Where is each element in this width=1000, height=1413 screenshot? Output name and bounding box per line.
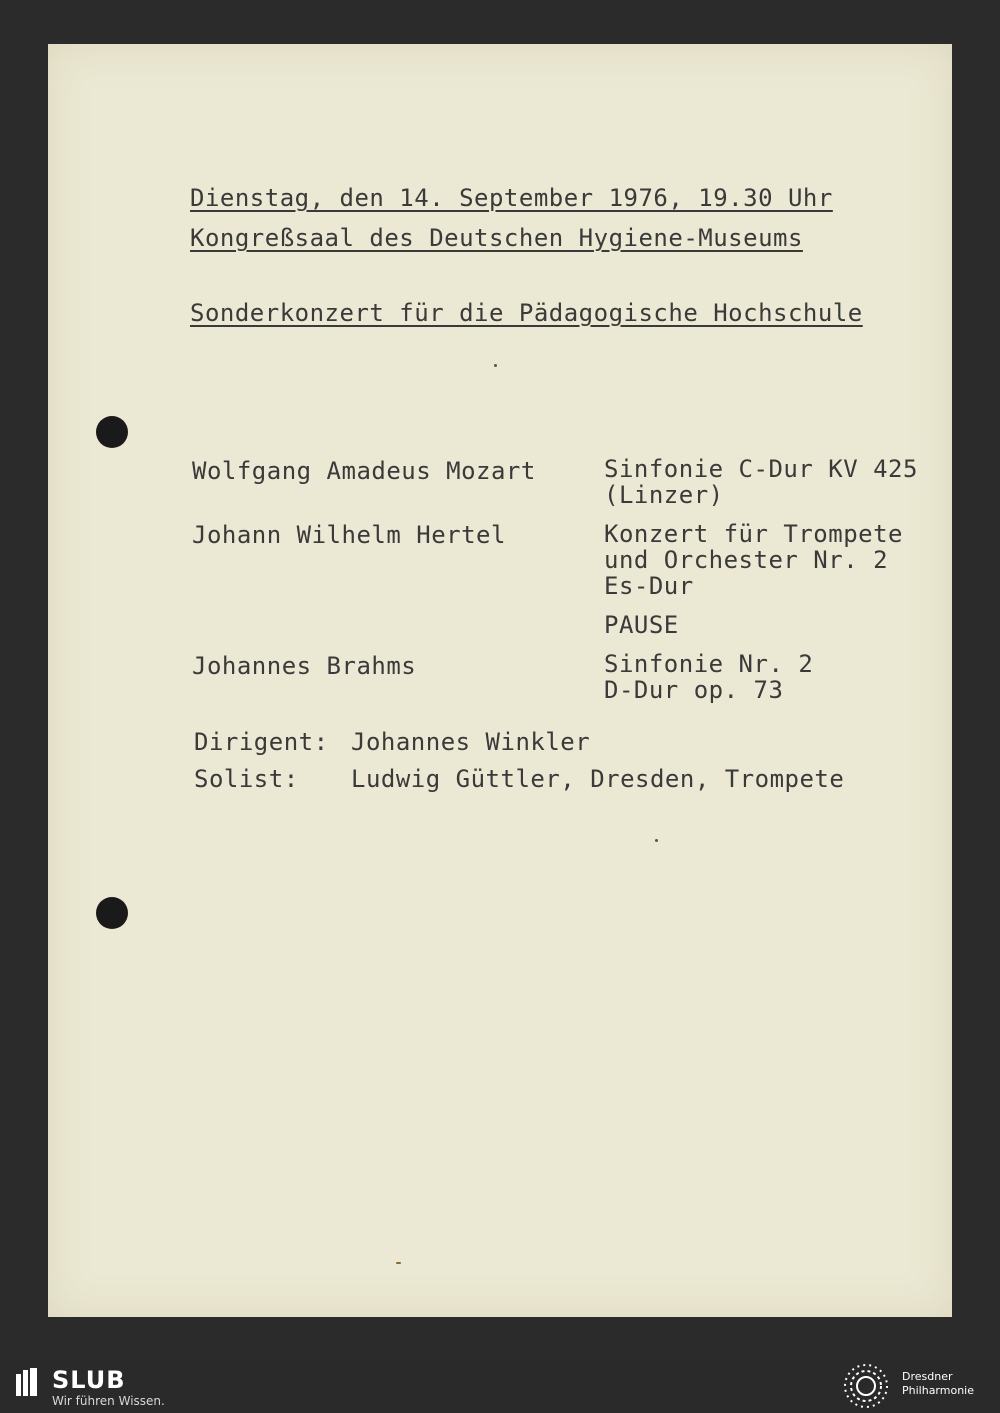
concert-date-heading: Dienstag, den 14. September 1976, 19.30 Uhr bbox=[190, 184, 833, 212]
paper-speck bbox=[396, 1262, 401, 1264]
philharmonie-name: Dresdner Philharmonie bbox=[902, 1370, 974, 1397]
program-work: Konzert für Trompete und Orchester Nr. 2 Es-Dur bbox=[604, 520, 903, 600]
conductor-label: Dirigent: bbox=[194, 728, 329, 756]
program-composer: Johannes Brahms bbox=[192, 652, 417, 680]
program-composer: Wolfgang Amadeus Mozart bbox=[192, 457, 536, 485]
punch-hole-bottom bbox=[96, 897, 128, 929]
conductor-name: Johannes Winkler bbox=[351, 728, 591, 756]
paper-speck bbox=[494, 364, 497, 367]
concert-title-heading: Sonderkonzert für die Pädagogische Hochschule bbox=[190, 299, 863, 327]
soloist-value: Ludwig Güttler, Dresden, Trompete bbox=[351, 765, 845, 793]
slub-logo-icon bbox=[16, 1368, 38, 1398]
document-page bbox=[48, 44, 952, 1317]
program-composer: Johann Wilhelm Hertel bbox=[192, 521, 506, 549]
program-work: Sinfonie Nr. 2 D-Dur op. 73 bbox=[604, 650, 814, 704]
soloist-label: Solist: bbox=[194, 765, 299, 793]
program-work: Sinfonie C-Dur KV 425 (Linzer) bbox=[604, 455, 918, 509]
punch-hole-top bbox=[96, 416, 128, 448]
intermission-label: PAUSE bbox=[604, 611, 679, 639]
slub-tagline: Wir führen Wissen. bbox=[52, 1394, 165, 1408]
paper-speck bbox=[655, 839, 658, 842]
footer-bar bbox=[0, 1358, 1000, 1413]
venue-heading: Kongreßsaal des Deutschen Hygiene-Museums bbox=[190, 224, 803, 252]
slub-name: SLUB bbox=[52, 1366, 126, 1394]
philharmonie-logo-icon bbox=[842, 1362, 890, 1410]
